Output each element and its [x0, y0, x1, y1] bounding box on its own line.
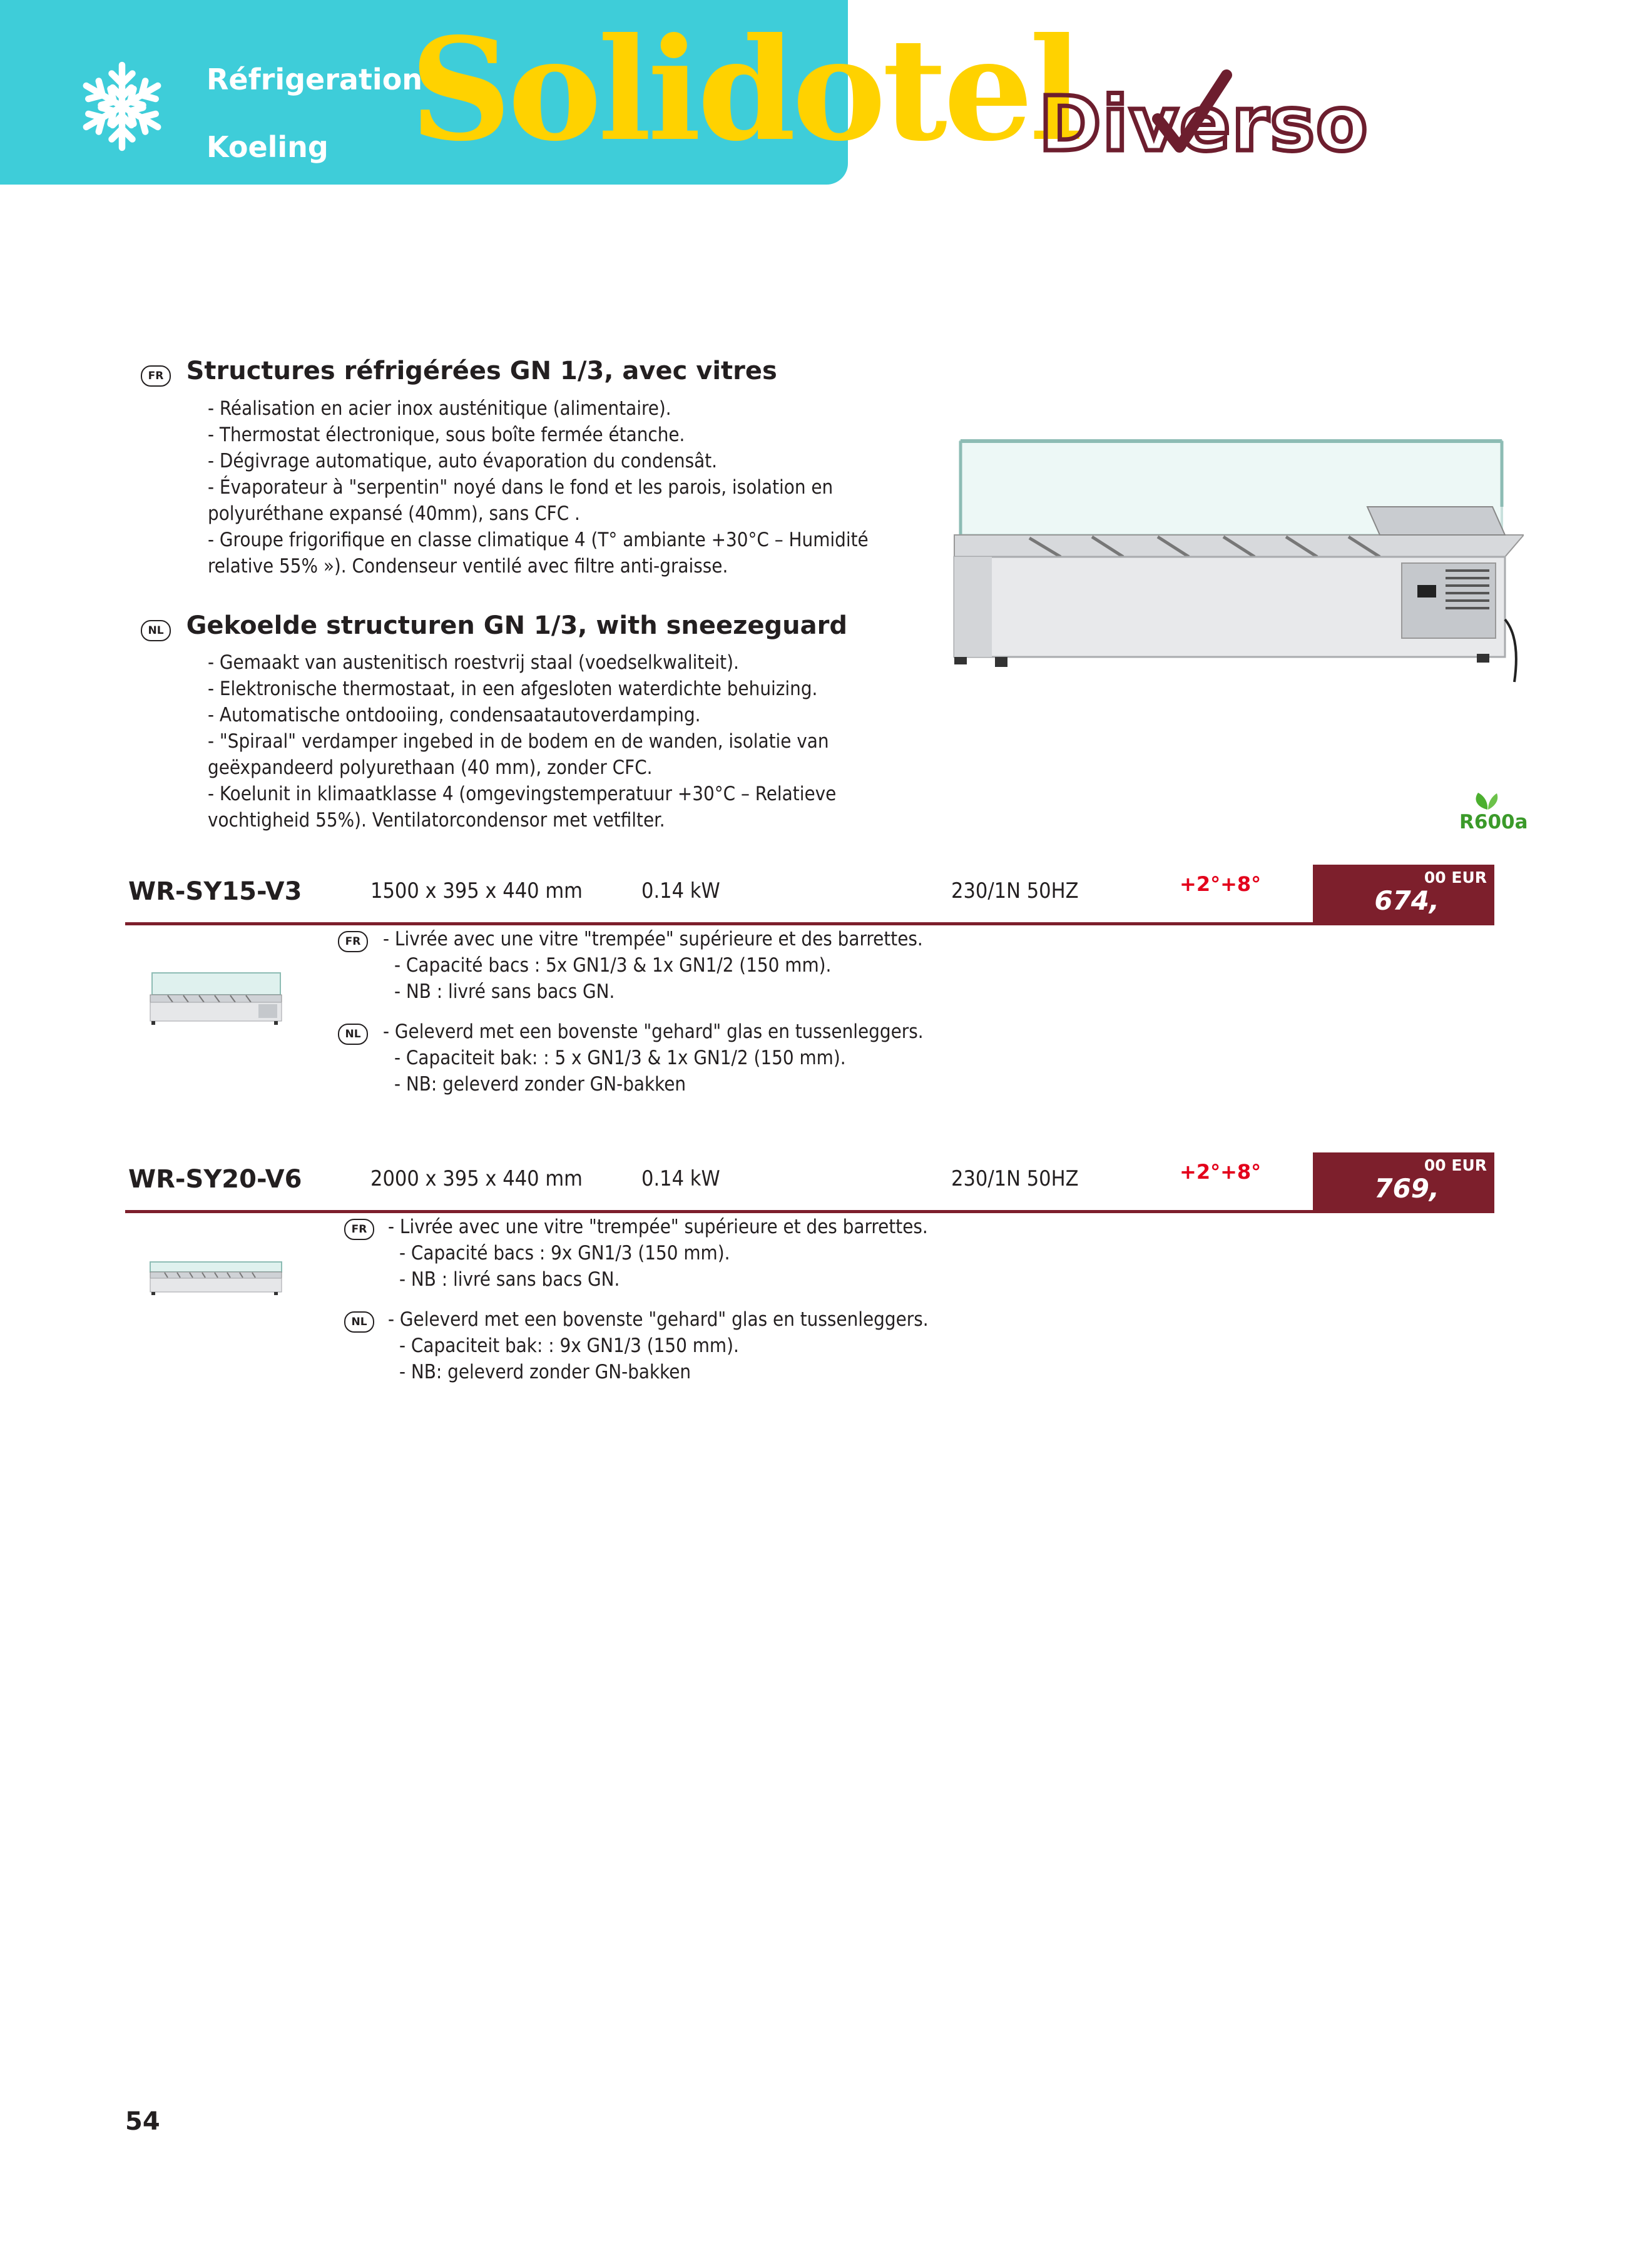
note-line: - Capaciteit bak: : 9x GN1/3 (150 mm). [399, 1335, 739, 1357]
refrigerant-label: R600a [1459, 811, 1528, 833]
intro-nl-line: geëxpandeerd polyurethaan (40 mm), zonder CFC. [208, 756, 653, 779]
price-cents: 00 EUR [1424, 1156, 1487, 1174]
leaf-icon [1459, 791, 1516, 811]
intro-fr-heading [141, 357, 777, 387]
intro-fr-line: - Évaporateur à "serpentin" noyé dans le fond et les parois, isolation en [208, 476, 834, 499]
product-notes-fr [383, 926, 923, 1005]
note-line: - NB : livré sans bacs GN. [394, 980, 615, 1003]
price-main: 674, [1374, 885, 1439, 916]
row-divider [125, 1210, 1494, 1213]
note-line: - Geleverd met een bovenste "gehard" glas en tussenleggers. [388, 1308, 929, 1331]
note-line: - Geleverd met een bovenste "gehard" glas en tussenleggers. [383, 1020, 924, 1043]
product-image-refrigerated-structure [942, 432, 1524, 688]
electrical-supply: 230/1N 50HZ [951, 878, 1079, 903]
product-notes-nl [383, 1019, 924, 1097]
dimensions: 1500 x 395 x 440 mm [370, 878, 583, 903]
intro-fr-line: - Réalisation en acier inox austénitique (alimentaire). [208, 397, 671, 420]
r600a-badge [1459, 791, 1528, 833]
row-divider [125, 922, 1494, 925]
fr-flag-badge: FR [344, 1219, 374, 1240]
intro-nl-line: - "Spiraal" verdamper ingebed in de bodem en de wanden, isolatie van [208, 730, 829, 753]
intro-fr-description [208, 395, 869, 579]
intro-nl-line: - Koelunit in klimaatklasse 4 (omgevingstemperatuur +30°C – Relatieve [208, 783, 837, 805]
intro-nl-title: Gekoelde structuren GN 1/3, with sneezeguard [186, 611, 848, 640]
product-description-fr [344, 1219, 374, 1240]
intro-fr-line: - Dégivrage automatique, auto évaporation du condensât. [208, 450, 717, 472]
note-line: - NB: geleverd zonder GN-bakken [399, 1361, 691, 1383]
note-line: - NB: geleverd zonder GN-bakken [394, 1073, 686, 1096]
power: 0.14 kW [641, 878, 720, 903]
note-line: - Livrée avec une vitre "trempée" supérieure et des barrettes. [388, 1216, 928, 1238]
price-box [1313, 1152, 1494, 1210]
product-row [125, 1152, 1496, 1215]
product-thumbnail [149, 967, 283, 1029]
intro-fr-line: - Thermostat électronique, sous boîte fermée étanche. [208, 424, 685, 446]
product-notes-fr [388, 1214, 928, 1293]
note-line: - Capacité bacs : 9x GN1/3 (150 mm). [399, 1242, 730, 1264]
fr-flag-badge: FR [338, 931, 368, 952]
product-notes-nl [388, 1306, 929, 1385]
intro-fr-line: relative 55% »). Condenseur ventilé avec filtre anti-graisse. [208, 555, 728, 577]
category-label-nl: Koeling [207, 130, 329, 164]
price-box [1313, 865, 1494, 922]
intro-fr-line: - Groupe frigorifique en classe climatique 4 (T° ambiante +30°C – Humidité [208, 529, 869, 551]
intro-nl-heading [141, 611, 847, 641]
nl-flag-badge: NL [344, 1311, 374, 1333]
note-line: - Capaciteit bak: : 5 x GN1/3 & 1x GN1/2 (150 mm). [394, 1047, 846, 1069]
intro-nl-line: - Automatische ontdooiing, condensaatautoverdamping. [208, 704, 701, 726]
model-number: WR-SY15-V3 [128, 877, 302, 906]
product-description-nl [344, 1311, 374, 1333]
diverso-logo-text: Diverso [1039, 81, 1369, 163]
price-cents: 00 EUR [1424, 868, 1487, 887]
intro-nl-line: - Elektronische thermostaat, in een afgesloten waterdichte behuizing. [208, 678, 818, 700]
intro-nl-description [208, 649, 836, 833]
nl-flag-badge: NL [141, 620, 171, 641]
electrical-supply: 230/1N 50HZ [951, 1166, 1079, 1191]
dimensions: 2000 x 395 x 440 mm [370, 1166, 583, 1191]
product-description-fr [338, 931, 368, 952]
intro-fr-title: Structures réfrigérées GN 1/3, avec vitres [186, 357, 777, 385]
temperature-range: +2°+8° [1180, 1160, 1262, 1184]
diverso-logo [1039, 63, 1427, 163]
product-row [125, 865, 1496, 927]
intro-nl-line: vochtigheid 55%). Ventilatorcondensor met vetfilter. [208, 809, 665, 831]
nl-flag-badge: NL [338, 1024, 368, 1045]
solidotel-logo: Solidotel [410, 8, 1079, 173]
note-line: - Capacité bacs : 5x GN1/3 & 1x GN1/2 (150 mm). [394, 954, 832, 977]
product-thumbnail [149, 1261, 283, 1298]
power: 0.14 kW [641, 1166, 720, 1191]
note-line: - Livrée avec une vitre "trempée" supérieure et des barrettes. [383, 928, 923, 950]
category-label-fr: Réfrigeration [207, 63, 423, 96]
price-main: 769, [1374, 1173, 1439, 1204]
note-line: - NB : livré sans bacs GN. [399, 1268, 620, 1291]
intro-fr-line: polyuréthane expansé (40mm), sans CFC . [208, 502, 580, 525]
fr-flag-badge: FR [141, 365, 171, 387]
product-description-nl [338, 1024, 368, 1045]
page-number: 54 [125, 2107, 160, 2136]
temperature-range: +2°+8° [1180, 872, 1262, 896]
snowflake-icon [75, 59, 169, 153]
intro-nl-line: - Gemaakt van austenitisch roestvrij staal (voedselkwaliteit). [208, 651, 739, 674]
model-number: WR-SY20-V6 [128, 1165, 302, 1194]
